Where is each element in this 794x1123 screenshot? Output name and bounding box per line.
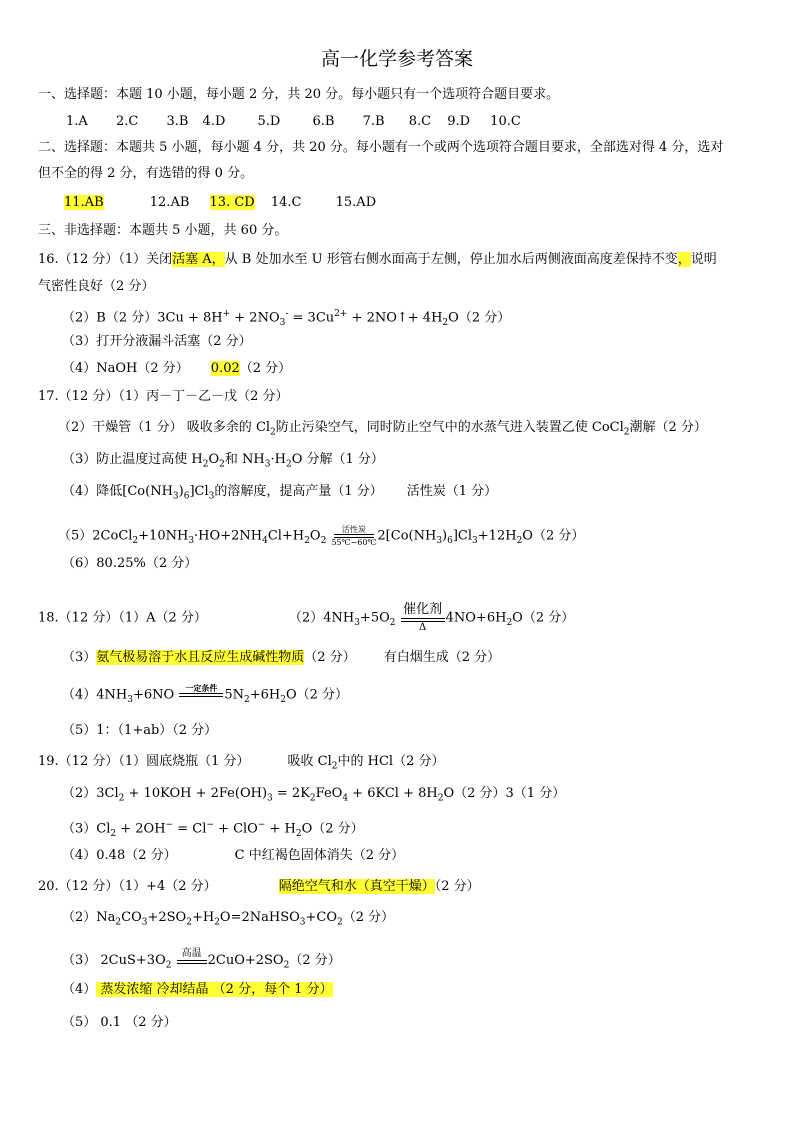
section1-header: 一、选择题：本题 10 小题，每小题 2 分，共 20 分。每小题只有一个选项符合题目要求。 [38,87,560,102]
reaction-condition-high-temp: 高温 [177,948,207,973]
q17-line1: 17.（12 分）（1）丙－丁－乙－戊（2 分） [38,389,289,404]
reaction-condition-certain: 一定条件 [179,684,223,706]
q17-line2: （2）干燥管（1 分） 吸收多余的 $Cl_2$防止污染空气，同时防止空气中的水蒸气进入装置乙使 CoCl$_2$潮解（2 分） [58,420,707,438]
answer-8: 8.C [408,114,432,129]
q19-line4: （4）0.48（2 分） C 中红褐色固体消失（2 分） [62,848,405,863]
answer-3: 3.B [166,114,189,129]
answer-14: 14.C [270,195,302,210]
answer-9: 9.D [447,114,471,129]
q17-line3: （3）防止温度过高使 $H_2O_2$和 $NH_3\cdot H_2O$ 分解（1 分） [62,452,384,470]
answer-1: 1.A [66,114,88,129]
q16-line3: （2）B（2 分）$3Cu + 8H^+ + 2NO_3^- = 3Cu^{2+}$ + 2NO↑+ $4H_2O(2$ 分） [62,309,511,328]
answer-11: 11.AB [64,195,104,210]
q16-line1: 16.（12 分）（1）关闭活塞 A，从 B 处加水至 U 形管右侧水面高于左侧，停止加水后两侧液面高度差保持不变，说明 [38,252,717,267]
q16-line4: （3）打开分液漏斗活塞（2 分） [62,334,252,349]
answer-12: 12.AB [149,195,190,210]
section3-header: 三、非选择题：本题共 5 小题，共 60 分。 [38,223,288,238]
q19-line2: $(2)3Cl_2 + 10KOH + 2Fe(OH)_3 = 2K_2FeO_4 + 6KCl + 8H_2O(2$ 分）3（1 分） [62,786,566,804]
answer-15: 15.AD [335,195,377,210]
answer-2: 2.C [115,114,139,129]
q18-line4: （5）1：（1+ab）（2 分） [62,723,218,738]
q19-line1: 19.（12 分）（1）圆底烧瓶（1 分） 吸收 $Cl_2$中的 HCl（2 分） [38,754,445,772]
answer-4: 4.D [202,114,226,129]
section1-answers [66,113,521,131]
answer-10: 10.C [490,114,521,129]
section2-header-line2: 但不全的得 2 分，有选错的得 0 分。 [38,166,254,181]
answer-13: 13. CD [209,195,255,210]
reaction-condition-catalyst-heat: 催化剂 Δ [401,602,445,634]
q19-line3: $(3)Cl_2 + 2OH^- = Cl^- + ClO^- + H_2O(2$ 分） [62,820,364,839]
section2-header-line1: 二、选择题：本题共 5 小题，每小题 4 分，共 20 分。每小题有一个或两个选项符合题目要求，全部选对得 4 分，选对 [38,140,724,155]
q18-line1: 18.（12 分）（1）A（2 分） $(2)4NH_3+5O_2$ 催化剂 Δ $4NO+6H_2O(2$ 分） [38,602,575,633]
q20-line5: （5） 0.1 （2 分） [62,1015,177,1030]
q18-line3: $(4)4NH_3+6NO$ 一定条件 $5N_2+6H_2O(2$ 分） [62,683,349,706]
q20-line2: $(2)Na_2CO_3+2SO_2+H_2O=2NaHSO_3+CO_2(2$ 分） [62,910,395,928]
answer-6: 6.B [312,114,335,129]
answer-5: 5.D [257,114,281,129]
section2-answers [64,194,376,212]
q20-line4: （4） 蒸发浓缩 冷却结晶 （2 分，每个 1 分） [62,982,333,997]
q16-line5: （4）NaOH（2 分） 0.02（2 分） [62,361,292,376]
q20-line1: 20.（12 分）（1）+4（2 分） 隔绝空气和水（真空干燥）（2 分） [38,879,480,894]
q20-line3: （3） $2CuS+3O_2$ 高温 $2CuO+2SO_2(2$ 分） [62,948,341,975]
q17-line6: （6）80.25%（2 分） [62,556,198,571]
q16-line2: 气密性良好（2 分） [38,279,155,294]
q17-line5: $(5)2CoCl_2+10NH_3\cdot HO+2NH_4Cl+H_2O_2$ 活性炭 55℃~60℃ $2[Co(NH_3)_6]Cl_3+12H_2O(2$ 分） [58,525,585,547]
answer-7: 7.B [362,114,385,129]
reaction-condition-catalyst: 活性炭 55℃~60℃ [331,525,377,547]
page-title: 高一化学参考答案 [320,48,473,70]
q18-line2: （3）氨气极易溶于水且反应生成碱性物质（2 分） 有白烟生成（2 分） [62,650,501,665]
q17-line4: （4）降低$[Co(NH_3)_6]Cl_3$的溶解度，提高产量（1 分） 活性炭（1 分） [62,484,498,502]
